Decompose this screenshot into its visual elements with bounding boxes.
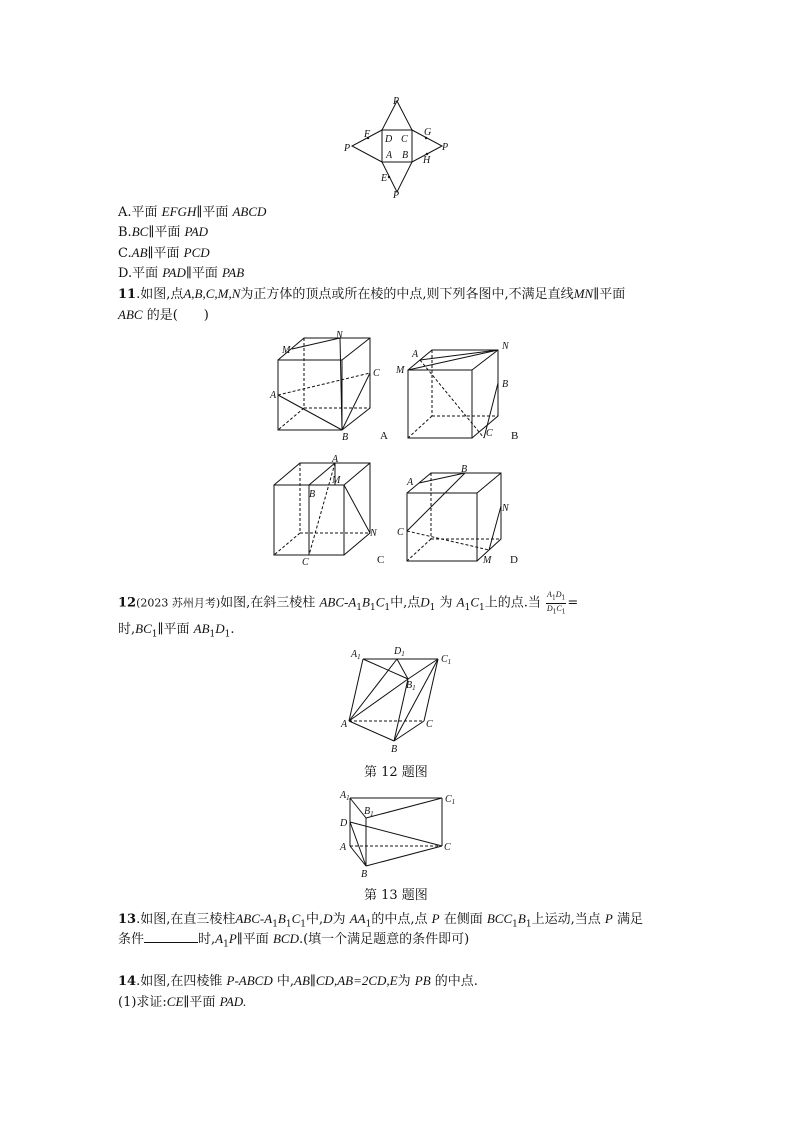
cube-figure-a <box>270 332 400 444</box>
label-c: C <box>401 134 408 145</box>
svg-text:M: M <box>332 475 341 486</box>
label-g: G <box>424 127 432 138</box>
svg-text:A: A <box>270 390 277 401</box>
figure-13-prism <box>338 788 462 882</box>
svg-text:B: B <box>502 379 509 390</box>
cube-figure-c <box>266 453 396 569</box>
svg-text:B: B <box>461 464 468 475</box>
cube-figure-d <box>395 463 525 569</box>
svg-text:C1: $C_1$ <box>445 794 456 806</box>
svg-text:C: C <box>373 368 380 379</box>
cube-figure-b <box>396 340 526 446</box>
q10-option-b: B.BC∥平面 PAD <box>118 224 209 240</box>
q14-stem: 14.如图,在四棱锥 P-ABCD 中,AB∥CD,AB=2CD,E为 PB 的中点. <box>118 973 478 989</box>
q10-option-c: C.AB∥平面 PCD <box>118 245 210 261</box>
label-f: F <box>364 129 371 140</box>
svg-text:D: D <box>340 818 348 829</box>
figure-pyramid-net <box>340 95 460 205</box>
svg-text:B1: $B_1$ <box>364 806 374 818</box>
svg-text:C: C <box>444 842 451 853</box>
svg-text:B1: $B_1$ <box>406 680 416 692</box>
answer-blank[interactable] <box>144 930 198 943</box>
q10-option-a: A.平面 EFGH∥平面 ABCD <box>118 204 267 220</box>
svg-text:B: B <box>391 744 398 755</box>
cube-c-label: C <box>377 554 385 566</box>
svg-text:B: B <box>342 432 349 443</box>
label-a: A <box>386 150 393 161</box>
figure-12-caption: 第 12 题图 <box>364 765 428 780</box>
svg-text:A1: $A_1$ <box>351 649 361 661</box>
label-p-right: P <box>442 142 449 153</box>
svg-text:A: A <box>407 477 414 488</box>
figure-13-caption: 第 13 题图 <box>364 888 428 903</box>
svg-text:B: B <box>309 489 316 500</box>
svg-text:A: A <box>412 349 419 360</box>
svg-text:A: A <box>340 842 347 853</box>
q14-part1: (1)求证:CE∥平面 PAD. <box>118 994 247 1010</box>
svg-text:B: B <box>361 869 368 880</box>
label-p-top: P <box>393 96 400 107</box>
q10-option-d: D.平面 PAD∥平面 PAB <box>118 265 245 281</box>
ratio-fraction: $\frac{A_1D_1}{D_1C_1}$ <box>546 590 566 616</box>
q12-stem-line1: 12(2023 苏州月考)如图,在斜三棱柱 ABC-$A_1B_1C_1$中,点$D_1$ 为 $A_1C_1$上的点.当 $\frac{A_1D_1}{D_1C_1}$ = <box>118 590 579 616</box>
q13-stem-line1: 13.如图,在直三棱柱ABC-$A_1B_1C_1$中,D为 $AA_1$的中点,点 P 在侧面 $BCC_1B_1$上运动,当点 P 满足 <box>118 911 643 930</box>
svg-text:C: C <box>397 527 404 538</box>
label-p-left: P <box>344 143 351 154</box>
svg-text:N: N <box>502 341 509 352</box>
q11-stem-line2: ABC 的是( ) <box>118 307 209 323</box>
q13-stem-line2: 条件 时$,A_1P\parallel$平面 BCD.(填一个满足题意的条件即可) <box>118 931 470 950</box>
label-e: E <box>381 173 388 184</box>
label-d: D <box>385 134 393 145</box>
cube-b-label: B <box>511 430 519 442</box>
svg-text:C: C <box>302 557 309 568</box>
q12-stem-line2: 时$,BC_1\parallel$平面 $AB_1D_1$. <box>118 621 235 640</box>
label-b: B <box>402 150 409 161</box>
svg-text:M: M <box>396 365 405 376</box>
svg-text:M: M <box>483 555 492 566</box>
svg-text:C: C <box>486 428 493 439</box>
svg-text:N: N <box>370 528 377 539</box>
svg-text:A: A <box>332 454 339 465</box>
svg-text:N: N <box>336 330 343 341</box>
label-h: H <box>423 155 431 166</box>
figure-12-prism <box>340 645 460 757</box>
label-p-bottom: P <box>393 190 400 201</box>
svg-text:A1: $A_1$ <box>340 790 350 802</box>
svg-text:N: N <box>502 503 509 514</box>
svg-text:C: C <box>426 719 433 730</box>
svg-text:C1: $C_1$ <box>441 654 452 666</box>
svg-text:A: A <box>341 719 348 730</box>
cube-a-label: A <box>380 430 388 442</box>
q11-stem-line1: 11.如图,点A,B,C,M,N为正方体的顶点或所在棱的中点,则下列各图中,不满足直线MN∥平面 <box>118 286 626 302</box>
svg-text:M: M <box>282 345 291 356</box>
svg-text:D1: $D_1$ <box>394 646 405 658</box>
cube-d-label: D <box>510 554 518 566</box>
